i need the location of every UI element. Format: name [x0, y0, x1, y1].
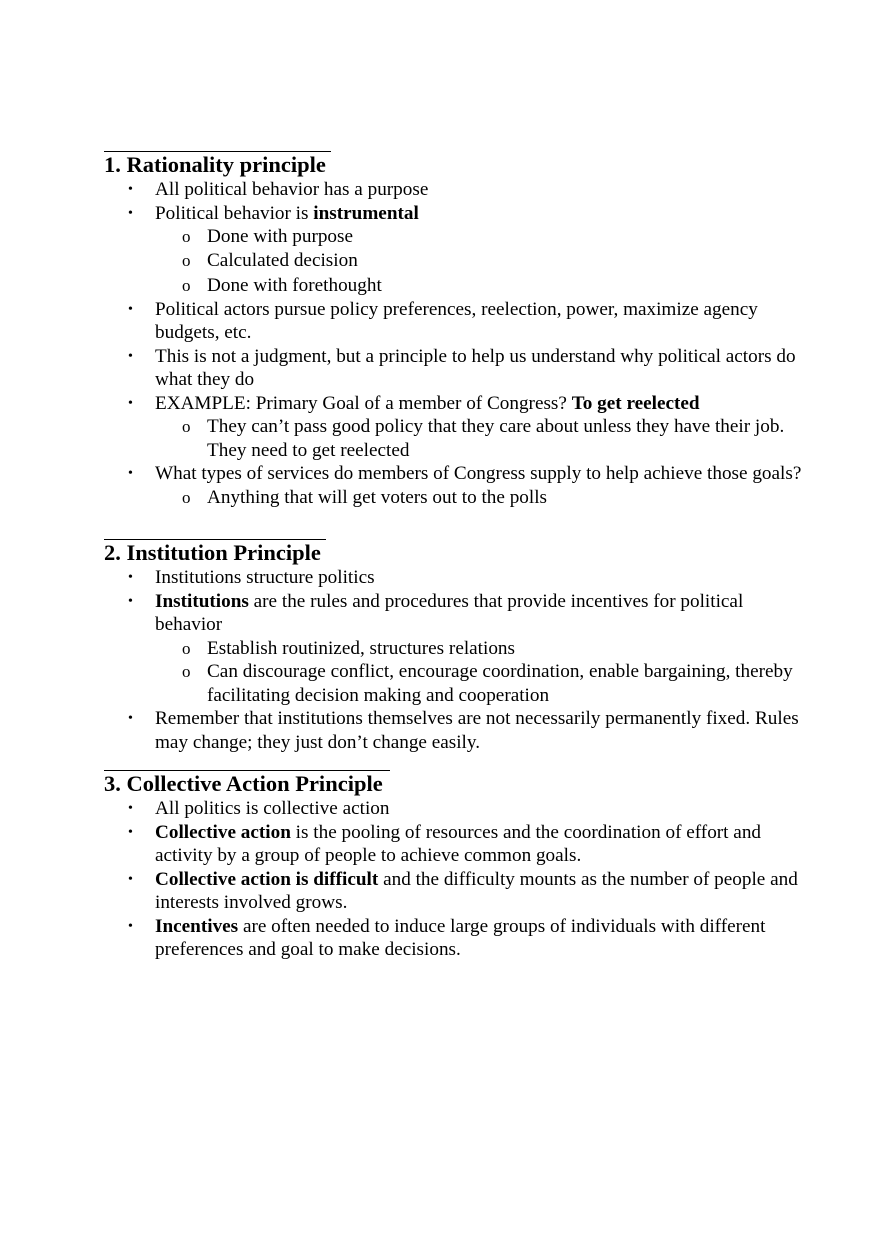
bullet-icon: • [128, 466, 133, 481]
list-item: • Remember that institutions themselves are not necessarily permanently fixed. Rules may change; they just don’t change easily. [128, 708, 799, 753]
sub-list-item: o Can discourage conflict, encourage coordination, enable bargaining, thereby facilitating decision making and cooperation [182, 661, 793, 706]
list-item: • Political behavior is instrumental o Done with purpose o Calculated decision o Done with forethought [104, 202, 804, 298]
list-item: • All political behavior has a purpose [128, 179, 429, 200]
bullet-list [104, 566, 804, 754]
bullet-icon: • [128, 570, 133, 585]
list-item: • Incentives are often needed to induce large groups of individuals with different preferences and goal to make decisions. [128, 915, 766, 960]
bullet-icon: • [128, 593, 133, 609]
bullet-icon: • [128, 871, 133, 887]
bold-term: Collective action [155, 821, 291, 843]
list-item: • EXAMPLE: Primary Goal of a member of Congress? To get reelected o They can’t pass good policy that they care about unless they have their job. They need to get reelected [104, 392, 804, 463]
section-heading: 2. Institution Principle [104, 540, 321, 565]
list-item: • What types of services do members of Congress supply to help achieve those goals? o Anything that will get voters out to the polls [104, 462, 804, 509]
heading-underline [104, 124, 331, 152]
bullet-icon: • [128, 918, 133, 934]
circle-bullet-icon: o [182, 662, 191, 681]
bullet-icon: • [128, 711, 133, 726]
section-collective-action [104, 756, 804, 962]
bullet-icon: • [128, 395, 133, 411]
section-rationality [104, 124, 804, 509]
circle-bullet-icon: o [182, 227, 191, 246]
sub-list-item: o Done with purpose [182, 226, 354, 247]
section-heading: 1. Rationality principle [104, 152, 326, 177]
bullet-icon: • [128, 182, 133, 197]
circle-bullet-icon: o [182, 276, 191, 295]
list-item: • Collective action is the pooling of resources and the coordination of effort and activity by a group of people to achieve common goals. [128, 821, 762, 866]
bullet-icon: • [128, 801, 133, 816]
sub-list-item: o Anything that will get voters out to the polls [182, 486, 548, 508]
circle-bullet-icon: o [182, 417, 191, 436]
sub-list [155, 486, 804, 510]
bold-term: Institutions [155, 590, 249, 612]
sub-list-item: o They can’t pass good policy that they care about unless they have their job. They need to get reelected [182, 416, 785, 461]
list-item: • Political actors pursue policy preferences, reelection, power, maximize agency budgets, etc. [128, 298, 758, 343]
document-page [104, 124, 804, 962]
bullet-icon: • [128, 348, 133, 364]
bold-term: Collective action is difficult [155, 868, 379, 890]
section-institution [104, 525, 804, 754]
sub-list [155, 415, 804, 462]
heading-underline [104, 756, 390, 771]
list-item: • All politics is collective action [128, 798, 390, 819]
circle-bullet-icon: o [182, 250, 191, 270]
sub-list-item: o Done with forethought [182, 275, 382, 296]
circle-bullet-icon: o [182, 638, 191, 658]
list-item: • Institutions are the rules and procedures that provide incentives for political behavior o Establish routinized, structures relations o Can discourage conflict, encourage coordination, enable bargaining, thereby facilitating decision making and cooperation [104, 590, 804, 708]
section-heading: 3. Collective Action Principle [104, 771, 383, 796]
sub-list-item: o Calculated decision [182, 249, 358, 271]
bold-term: To get reelected [571, 392, 700, 414]
bullet-icon: • [128, 301, 133, 317]
bold-term: instrumental [313, 202, 419, 224]
list-item: • Institutions structure politics [128, 567, 375, 588]
sub-list-item: o Establish routinized, structures relations [182, 637, 515, 659]
sub-list [155, 225, 804, 298]
list-item: • This is not a judgment, but a principle to help us understand why political actors do what they do [128, 345, 796, 390]
heading-underline [104, 525, 326, 540]
bullet-icon: • [128, 205, 133, 221]
circle-bullet-icon: o [182, 487, 191, 507]
bullet-list [104, 797, 804, 962]
list-item: • Collective action is difficult and the difficulty mounts as the number of people and interests involved grows. [128, 868, 798, 913]
sub-list [155, 637, 804, 708]
bullet-icon: • [128, 824, 133, 840]
bullet-list [104, 178, 804, 509]
bold-term: Incentives [155, 915, 239, 937]
